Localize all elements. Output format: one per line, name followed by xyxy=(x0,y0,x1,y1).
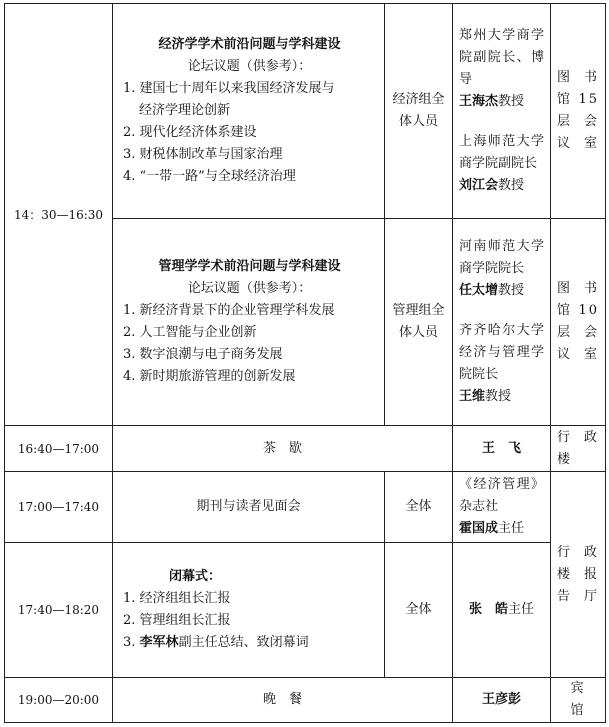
host-title: 上海师范大学商学院副院长 xyxy=(459,134,544,171)
topic-subtitle: 论坛议题（供参考）： xyxy=(187,59,312,74)
list-item: 4. “一带一路”与全球经济治理 xyxy=(123,169,296,184)
location-text: 行政楼 xyxy=(557,429,599,467)
host-name: 王海杰 xyxy=(459,94,499,109)
topic-cell: 晚 餐 xyxy=(113,678,453,723)
topic-subtitle: 论坛议题（供参考）： xyxy=(187,281,312,296)
location-text: 图书馆10层会议室 xyxy=(557,281,599,362)
topic-cell xyxy=(113,219,385,426)
topic-title: 闭幕式： xyxy=(169,569,222,584)
host-cell xyxy=(453,472,551,543)
list-item: 1. 新经济背景下的企业管理学科发展 xyxy=(123,303,335,318)
host-name: 霍国成 xyxy=(459,521,499,536)
list-item: 2. 人工智能与企业创新 xyxy=(123,325,257,340)
host-cell xyxy=(453,219,551,426)
audience-cell: 管理组全体人员 xyxy=(385,219,453,426)
host-role: 教授 xyxy=(498,283,525,298)
location-cell: 宾 馆 xyxy=(551,678,606,723)
host-title: 郑州大学商学院副院长、博导 xyxy=(459,28,544,87)
topic-title: 管理学学术前沿问题与学科建设 xyxy=(158,259,341,274)
list-item: 经济学理论创新 xyxy=(139,103,231,118)
host-title: 齐齐哈尔大学经济与管理学院院长 xyxy=(459,323,544,382)
audience-cell: 全体 xyxy=(385,543,453,678)
time-cell: 16:40—17:00 xyxy=(5,426,113,472)
list-item: 3. 财税体制改革与国家治理 xyxy=(123,147,283,162)
audience-cell: 全体 xyxy=(385,472,453,543)
time-cell: 14：30—16:30 xyxy=(5,4,113,426)
location-text: 行政楼报告厅 xyxy=(557,544,599,604)
host-role: 主任 xyxy=(498,521,525,536)
host-title: 河南师范大学商学院院长 xyxy=(459,239,544,276)
topic-cell xyxy=(113,4,385,219)
location-cell xyxy=(551,219,606,426)
table-row xyxy=(5,678,606,723)
host-cell: 王彦彭 xyxy=(453,678,551,723)
schedule-table xyxy=(4,3,606,723)
location-cell xyxy=(551,426,606,472)
location-cell xyxy=(551,472,606,678)
host-role: 教授 xyxy=(498,94,525,109)
host-cell xyxy=(453,543,551,678)
location-cell xyxy=(551,4,606,219)
topic-title: 经济学学术前沿问题与学科建设 xyxy=(158,37,341,52)
time-cell: 17:00—17:40 xyxy=(5,472,113,543)
host-name: 刘江会 xyxy=(459,178,499,193)
host-role: 教授 xyxy=(485,389,512,404)
list-item: 3. 数字浪潮与电子商务发展 xyxy=(123,347,283,362)
host-name: 王维 xyxy=(459,389,486,404)
host-role: 教授 xyxy=(498,178,525,193)
time-cell: 17:40—18:20 xyxy=(5,543,113,678)
host-cell xyxy=(453,4,551,219)
list-item: 3. 李军林副主任总结、致闭幕词 xyxy=(123,635,309,650)
list-item: 2. 管理组组长汇报 xyxy=(123,613,231,628)
table-row xyxy=(5,472,606,543)
host-role: 主任 xyxy=(508,602,535,617)
list-item: 4. 新时期旅游管理的创新发展 xyxy=(123,369,296,384)
list-item: 2. 现代化经济体系建设 xyxy=(123,125,257,140)
table-row xyxy=(5,426,606,472)
host-name: 张 皓 xyxy=(468,602,508,617)
host-title: 《经济管理》杂志社 xyxy=(459,477,544,514)
table-row xyxy=(5,543,606,678)
list-item: 1. 经济组组长汇报 xyxy=(123,591,231,606)
host-cell: 王 飞 xyxy=(453,426,551,472)
location-text: 图书馆15层会议室 xyxy=(557,70,599,151)
host-name: 任太增 xyxy=(459,283,499,298)
audience-cell: 经济组全体人员 xyxy=(385,4,453,219)
topic-cell: 期刊与读者见面会 xyxy=(113,472,385,543)
table-row xyxy=(5,4,606,219)
topic-cell xyxy=(113,543,385,678)
topic-cell: 茶 歇 xyxy=(113,426,453,472)
time-cell: 19:00—20:00 xyxy=(5,678,113,723)
list-item: 1. 建国七十周年以来我国经济发展与 xyxy=(123,81,335,96)
